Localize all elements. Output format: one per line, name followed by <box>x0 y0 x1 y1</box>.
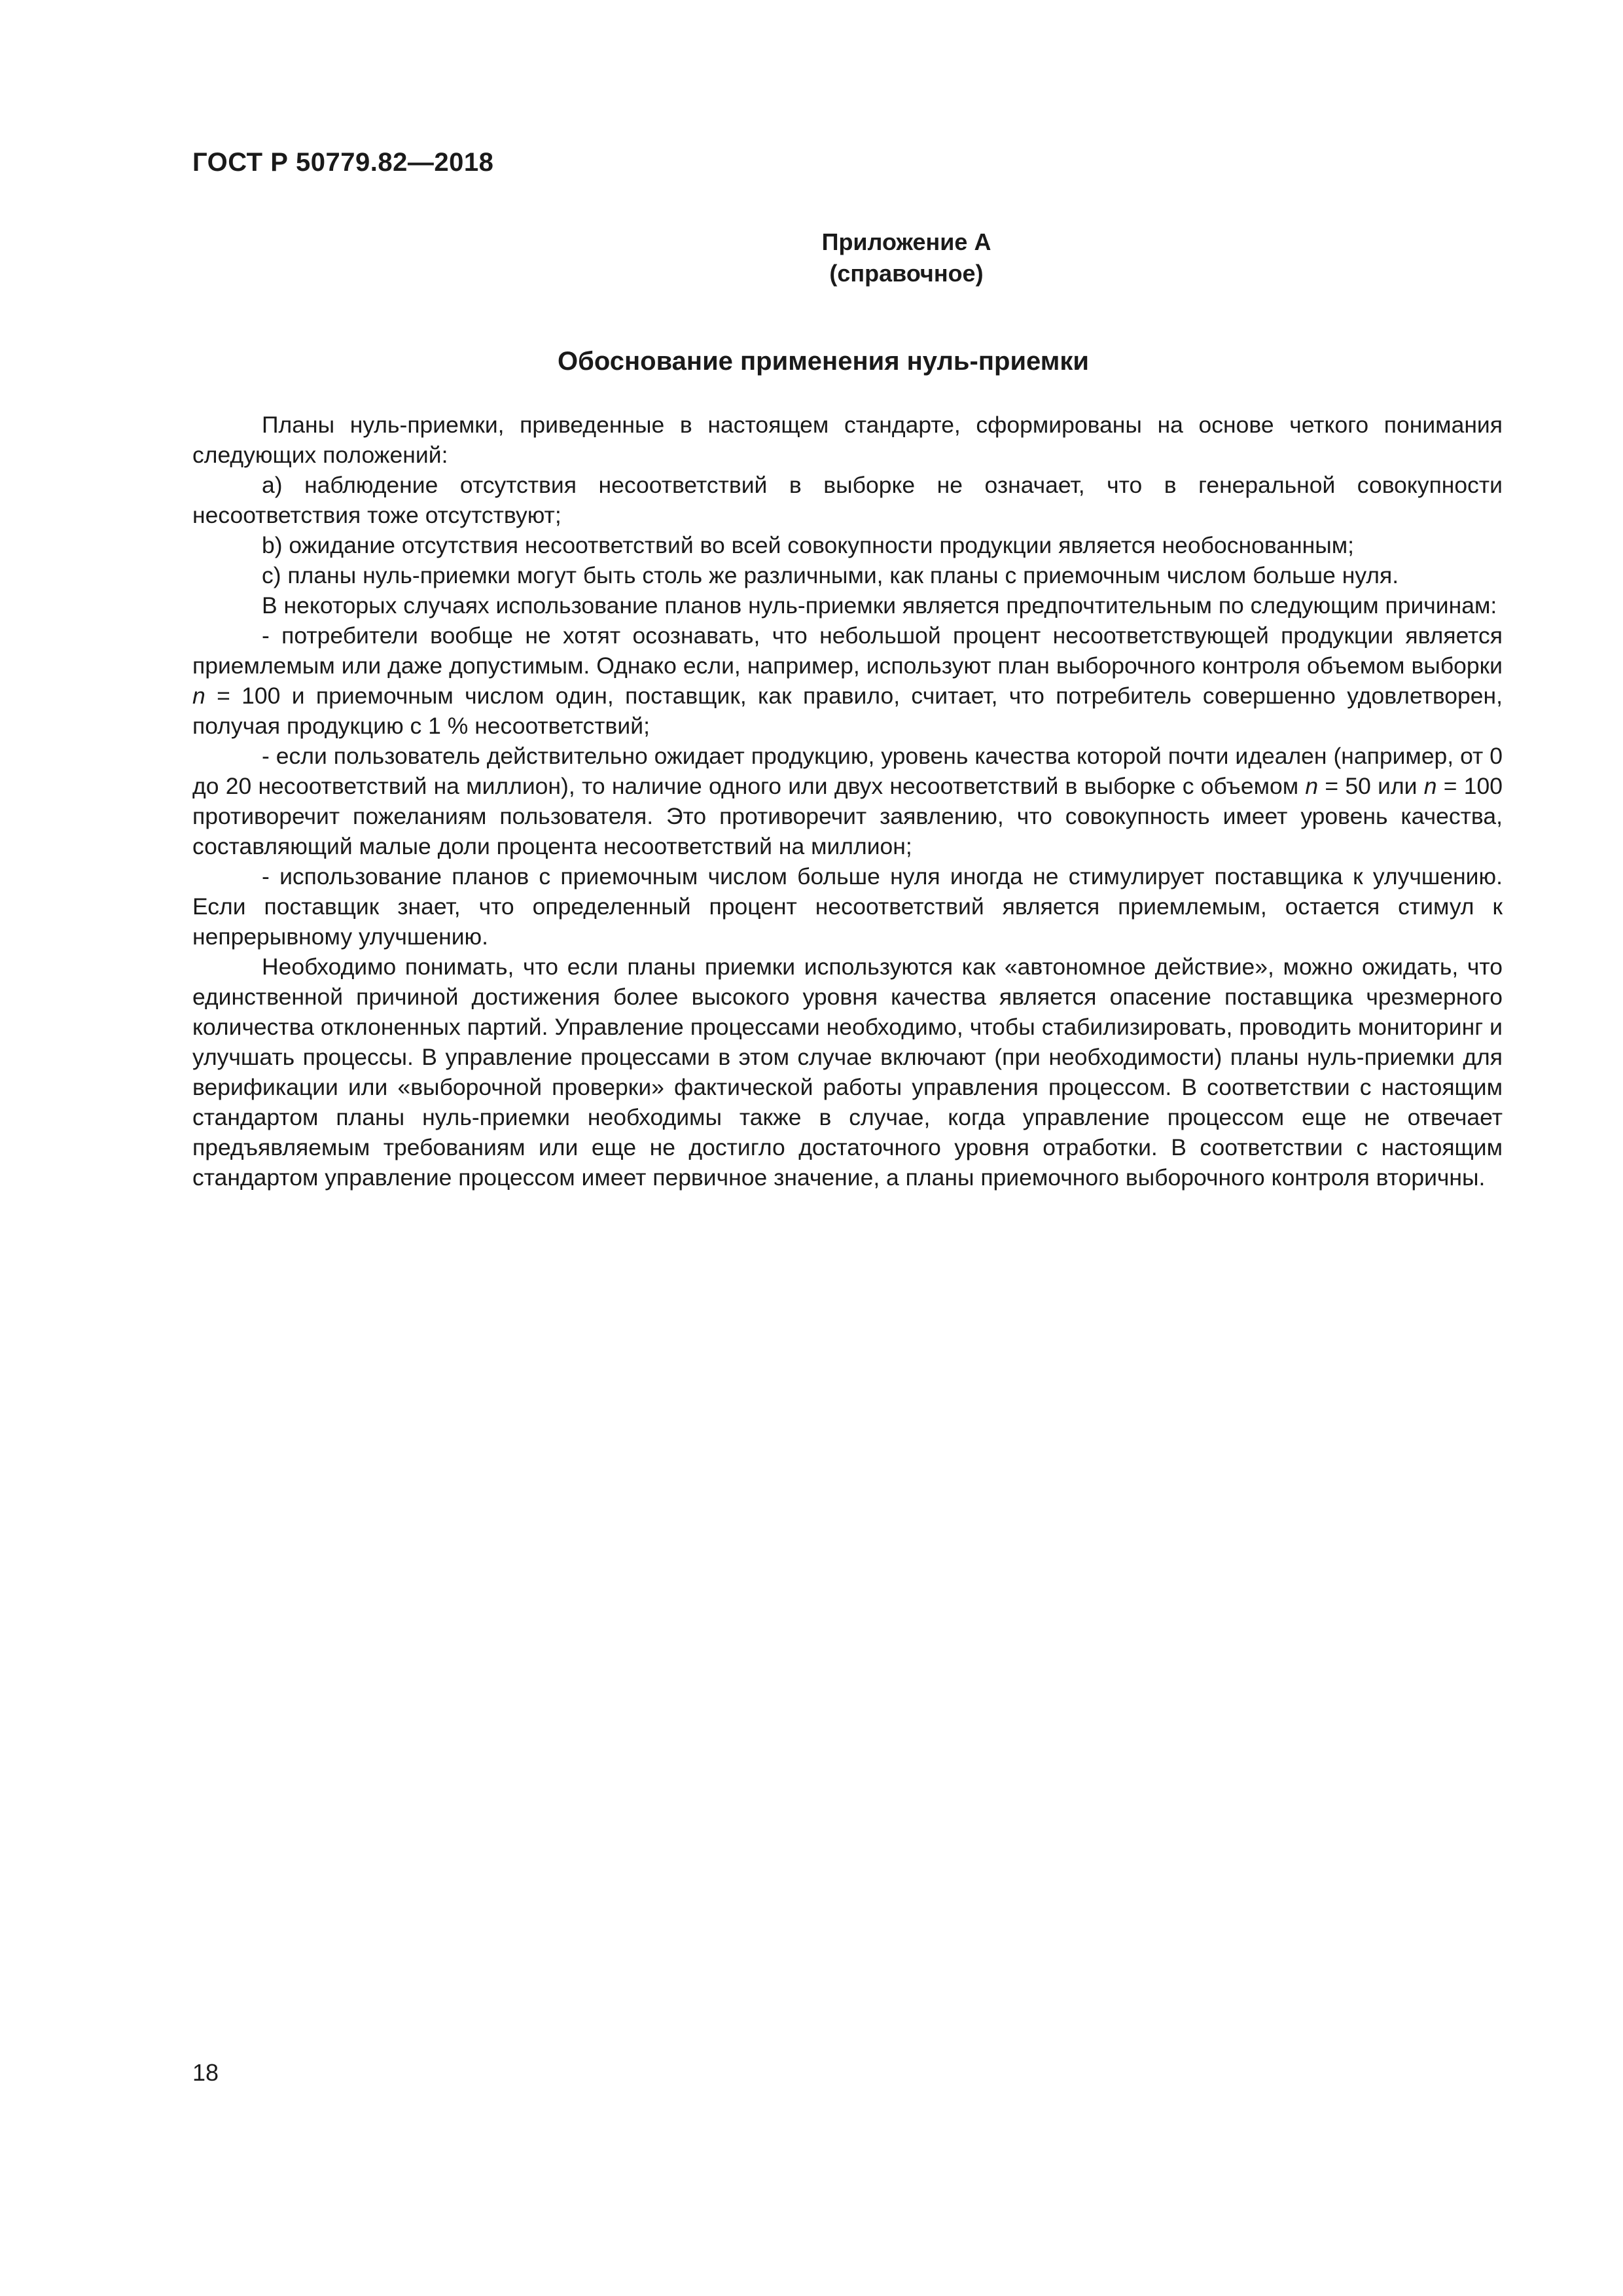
text-run: - потребители вообще не хотят осознавать, что небольшой процент несоответствующей продукции является приемлемым или даже допустимым. Однако если, например, используют план выборочного контроля объемом выборки <box>192 622 1503 679</box>
bullet-no-incentive: - использование планов с приемочным числом больше нуля иногда не стимулирует поставщика к улучшению. Если поставщик знает, что определенный процент несоответствий является приемлемым, остается стимул к непрерывному улучшению. <box>192 863 1503 950</box>
list-item-b: b) ожидание отсутствия несоответствий во всей совокупности продукции является необоснованным; <box>262 532 1355 558</box>
text-run: = 100 и приемочным числом один, поставщик, как правило, считает, что потребитель совершенно удовлетворен, получая продукцию с 1 % несоответствий; <box>192 683 1503 739</box>
section-title <box>0 347 1623 376</box>
standard-code: ГОСТ Р 50779.82—2018 <box>192 148 494 177</box>
paragraph-conclusion: Необходимо понимать, что если планы приемки используются как «автономное действие», можно ожидать, что единственной причиной достижения более высокого уровня качества является опасение поставщика чрезмерного количества отклоненных партий. Управление процессами необходимо, чтобы стабилизировать, проводить мониторинг и улучшать процессы. В управление процессами в этом случае включают (при необходимости) планы нуль-приемки для верификации или «выборочной проверки» фактической работы управления процессом. В соответствии с настоящим стандартом планы нуль-приемки необходимы также в случае, когда управление процессом еще не отвечает предъявляемым требованиям или еще не достигло достаточного уровня отработки. В соответствии с настоящим стандартом управление процессом имеет первичное значение, а планы приемочного выборочного контроля вторичны. <box>192 954 1503 1191</box>
paragraph-intro: Планы нуль-приемки, приведенные в настоящем стандарте, сформированы на основе четкого понимания следующих положений: <box>192 412 1503 468</box>
list-item-a: a) наблюдение отсутствия несоответствий в выборке не означает, что в генеральной совокупности несоответствия тоже отсутствуют; <box>192 472 1503 528</box>
text-run: - если пользователь действительно ожидает продукцию, уровень качества которой почти идеален (например, от 0 до 20 несоответствий на миллион), то наличие одного или двух несоответствий в выборке с объемом <box>192 743 1503 799</box>
variable-n: n <box>192 683 205 709</box>
bullet-user-expectation <box>192 741 1503 861</box>
list-item-c: c) планы нуль-приемки могут быть столь же различными, как планы с приемочным числом больше нуля. <box>262 562 1399 588</box>
bullet-consumers <box>192 620 1503 741</box>
section-title-text: Обоснование применения нуль-приемки <box>558 347 1089 376</box>
appendix-heading <box>0 226 1623 289</box>
appendix-type: (справочное) <box>829 260 984 287</box>
text-run: = 50 или <box>1318 773 1424 799</box>
page-number: 18 <box>192 2059 219 2086</box>
variable-n: n <box>1423 773 1437 799</box>
text-run: = 100 противоречит пожеланиям пользователя. Это противоречит заявлению, что совокупность имеет уровень качества, составляющий малые доли процента несоответствий на миллион; <box>192 773 1503 859</box>
variable-n: n <box>1305 773 1319 799</box>
document-body <box>192 410 1503 1193</box>
appendix-title: Приложение А <box>821 228 991 255</box>
paragraph-reasons: В некоторых случаях использование планов нуль-приемки является предпочтительным по следующим причинам: <box>262 592 1497 619</box>
